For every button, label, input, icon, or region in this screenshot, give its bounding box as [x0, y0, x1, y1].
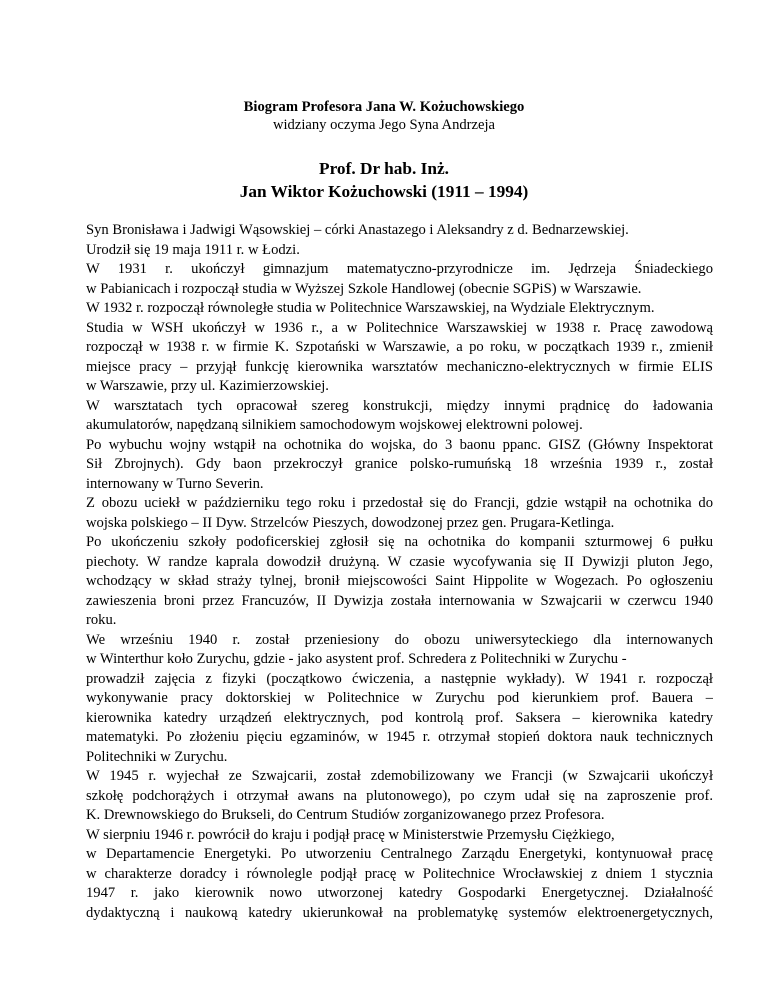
- text-line: dydaktyczną i naukową katedry ukierunkował na problematykę systemów elektroenergetycznych,: [86, 904, 713, 921]
- text-line: miejsce pracy – przyjął funkcję kierownika warsztatów mechaniczno-elektrycznych w firmie ELIS: [86, 358, 713, 375]
- text-line: wchodzący w skład straży tylnej, bronił miejscowości Saint Hippolite w Wogezach. Po ogłoszeniu: [86, 573, 713, 589]
- text-line: matematyki. Po złożeniu pięciu egzaminów, w 1945 r. otrzymał stopień doktora nauk technicznych: [86, 729, 713, 745]
- text-line: W 1932 r. rozpoczął równoległe studia w Politechnice Warszawskiej, na Wydziale Elektrycznym.: [86, 300, 655, 316]
- text-line: wojska polskiego – II Dyw. Strzelców Pieszych, dowodzonej przez gen. Prugara-Ketlinga.: [86, 514, 615, 531]
- text-line: w Departamencie Energetyki. Po utworzeniu Centralnego Zarządu Energetyki, kontynuował pracę: [86, 846, 713, 862]
- text-line: W warsztatach tych opracował szereg konstrukcji, między innymi prądnicę do ładowania: [86, 397, 713, 414]
- text-line: w charakterze doradcy i równolegle podjął pracę w Politechnice Wrocławskiej z dniem 1 stycznia: [86, 865, 713, 882]
- text-line: kierownika katedry urządzeń elektrycznych, pod kontrolą prof. Saksera – kierownika katedry: [86, 709, 713, 726]
- header-subtitle: widziany oczyma Jego Syna Andrzeja: [272, 117, 496, 133]
- text-line: Po ukończeniu szkoły podoficerskiej zgłosił się na ochotnika do kompanii szturmowej 6 pułku: [86, 534, 713, 550]
- text-line: w Winterthur koło Zurychu, gdzie - jako asystent prof. Schredera z Politechniki w Zurychu -: [86, 651, 627, 667]
- text-line: akumulatorów, napędzaną silnikiem samochodowym wojskowej elektrowni polowej.: [86, 417, 583, 433]
- text-line: Politechniki w Zurychu.: [86, 748, 228, 765]
- text-line: Sił Zbrojnych). Gdy baon przekroczył granice polsko-rumuńską 18 września 1939 r., został: [86, 456, 713, 472]
- text-line: 1947 r. jako kierownik nowo utworzonej katedry Gospodarki Energetycznej. Działalność: [86, 885, 713, 901]
- text-line: prowadził zajęcia z fizyki (początkowo ćwiczenia, a następnie wykłady). W 1941 r. rozpoczął: [86, 670, 713, 687]
- text-line: Z obozu uciekł w październiku tego roku i przedostał się do Francji, gdzie wstąpił na ochotnika do: [86, 495, 713, 511]
- text-line: Studia w WSH ukończył w 1936 r., a w Politechnice Warszawskiej w 1938 r. Pracę zawodową: [86, 319, 713, 336]
- text-line: W 1945 r. wyjechał ze Szwajcarii, został zdemobilizowany we Francji (w Szwajcarii ukończył: [86, 768, 713, 784]
- biography-text: [86, 221, 713, 923]
- text-line: wykonywanie pracy doktorskiej w Politechnice w Zurychu pod kierunkiem prof. Bauera –: [86, 690, 713, 706]
- text-line: K. Drewnowskiego do Brukseli, do Centrum Studiów zorganizowanego przez Profesora.: [86, 807, 605, 823]
- text-line: W 1931 r. ukończył gimnazjum matematyczno-przyrodnicze im. Jędrzeja Śniadeckiego: [86, 261, 713, 277]
- heading-name: Jan Wiktor Kożuchowski (1911 – 1994): [239, 182, 529, 201]
- text-line: Po wybuchu wojny wstąpił na ochotnika do wojska, do 3 baonu ppanc. GISZ (Główny Inspektorat: [86, 436, 713, 453]
- text-line: Syn Bronisława i Jadwigi Wąsowskiej – córki Anastazego i Aleksandry z d. Bednarzewskiej.: [86, 222, 629, 238]
- text-line: We wrześniu 1940 r. został przeniesiony do obozu uniwersyteckiego dla internowanych: [86, 631, 713, 648]
- heading-degree: Prof. Dr hab. Inż.: [319, 159, 449, 178]
- text-line: piechoty. W randze kaprala dowodził drużyną. W czasie wycofywania się II Dywizji pluton Jego,: [86, 553, 713, 570]
- text-line: w Warszawie, przy ul. Kazimierzowskiej.: [86, 378, 329, 394]
- text-line: W sierpniu 1946 r. powrócił do kraju i podjął pracę w Ministerstwie Przemysłu Ciężkiego,: [86, 826, 615, 843]
- text-line: internowany w Turno Severin.: [86, 475, 264, 492]
- header-title: Biogram Profesora Jana W. Kożuchowskiego: [243, 99, 525, 115]
- text-line: zawieszenia broni przez Francuzów, II Dywizja została internowania w Szwajcarii w czerwcu 1940: [86, 592, 713, 609]
- text-line: rozpoczął w 1938 r. w firmie K. Szpotański w Warszawie, a po roku, w początkach 1939 r., zmienił: [86, 339, 713, 355]
- text-line: szkołę podchorążych i otrzymał awans na plutonowego), po czym udał się na zaproszenie prof.: [86, 787, 713, 804]
- text-line: Urodził się 19 maja 1911 r. w Łodzi.: [86, 241, 300, 258]
- text-line: w Pabianicach i rozpoczął studia w Wyższej Szkole Handlowej (obecnie SGPiS) w Warszawie.: [86, 280, 642, 297]
- text-line: roku.: [86, 612, 117, 628]
